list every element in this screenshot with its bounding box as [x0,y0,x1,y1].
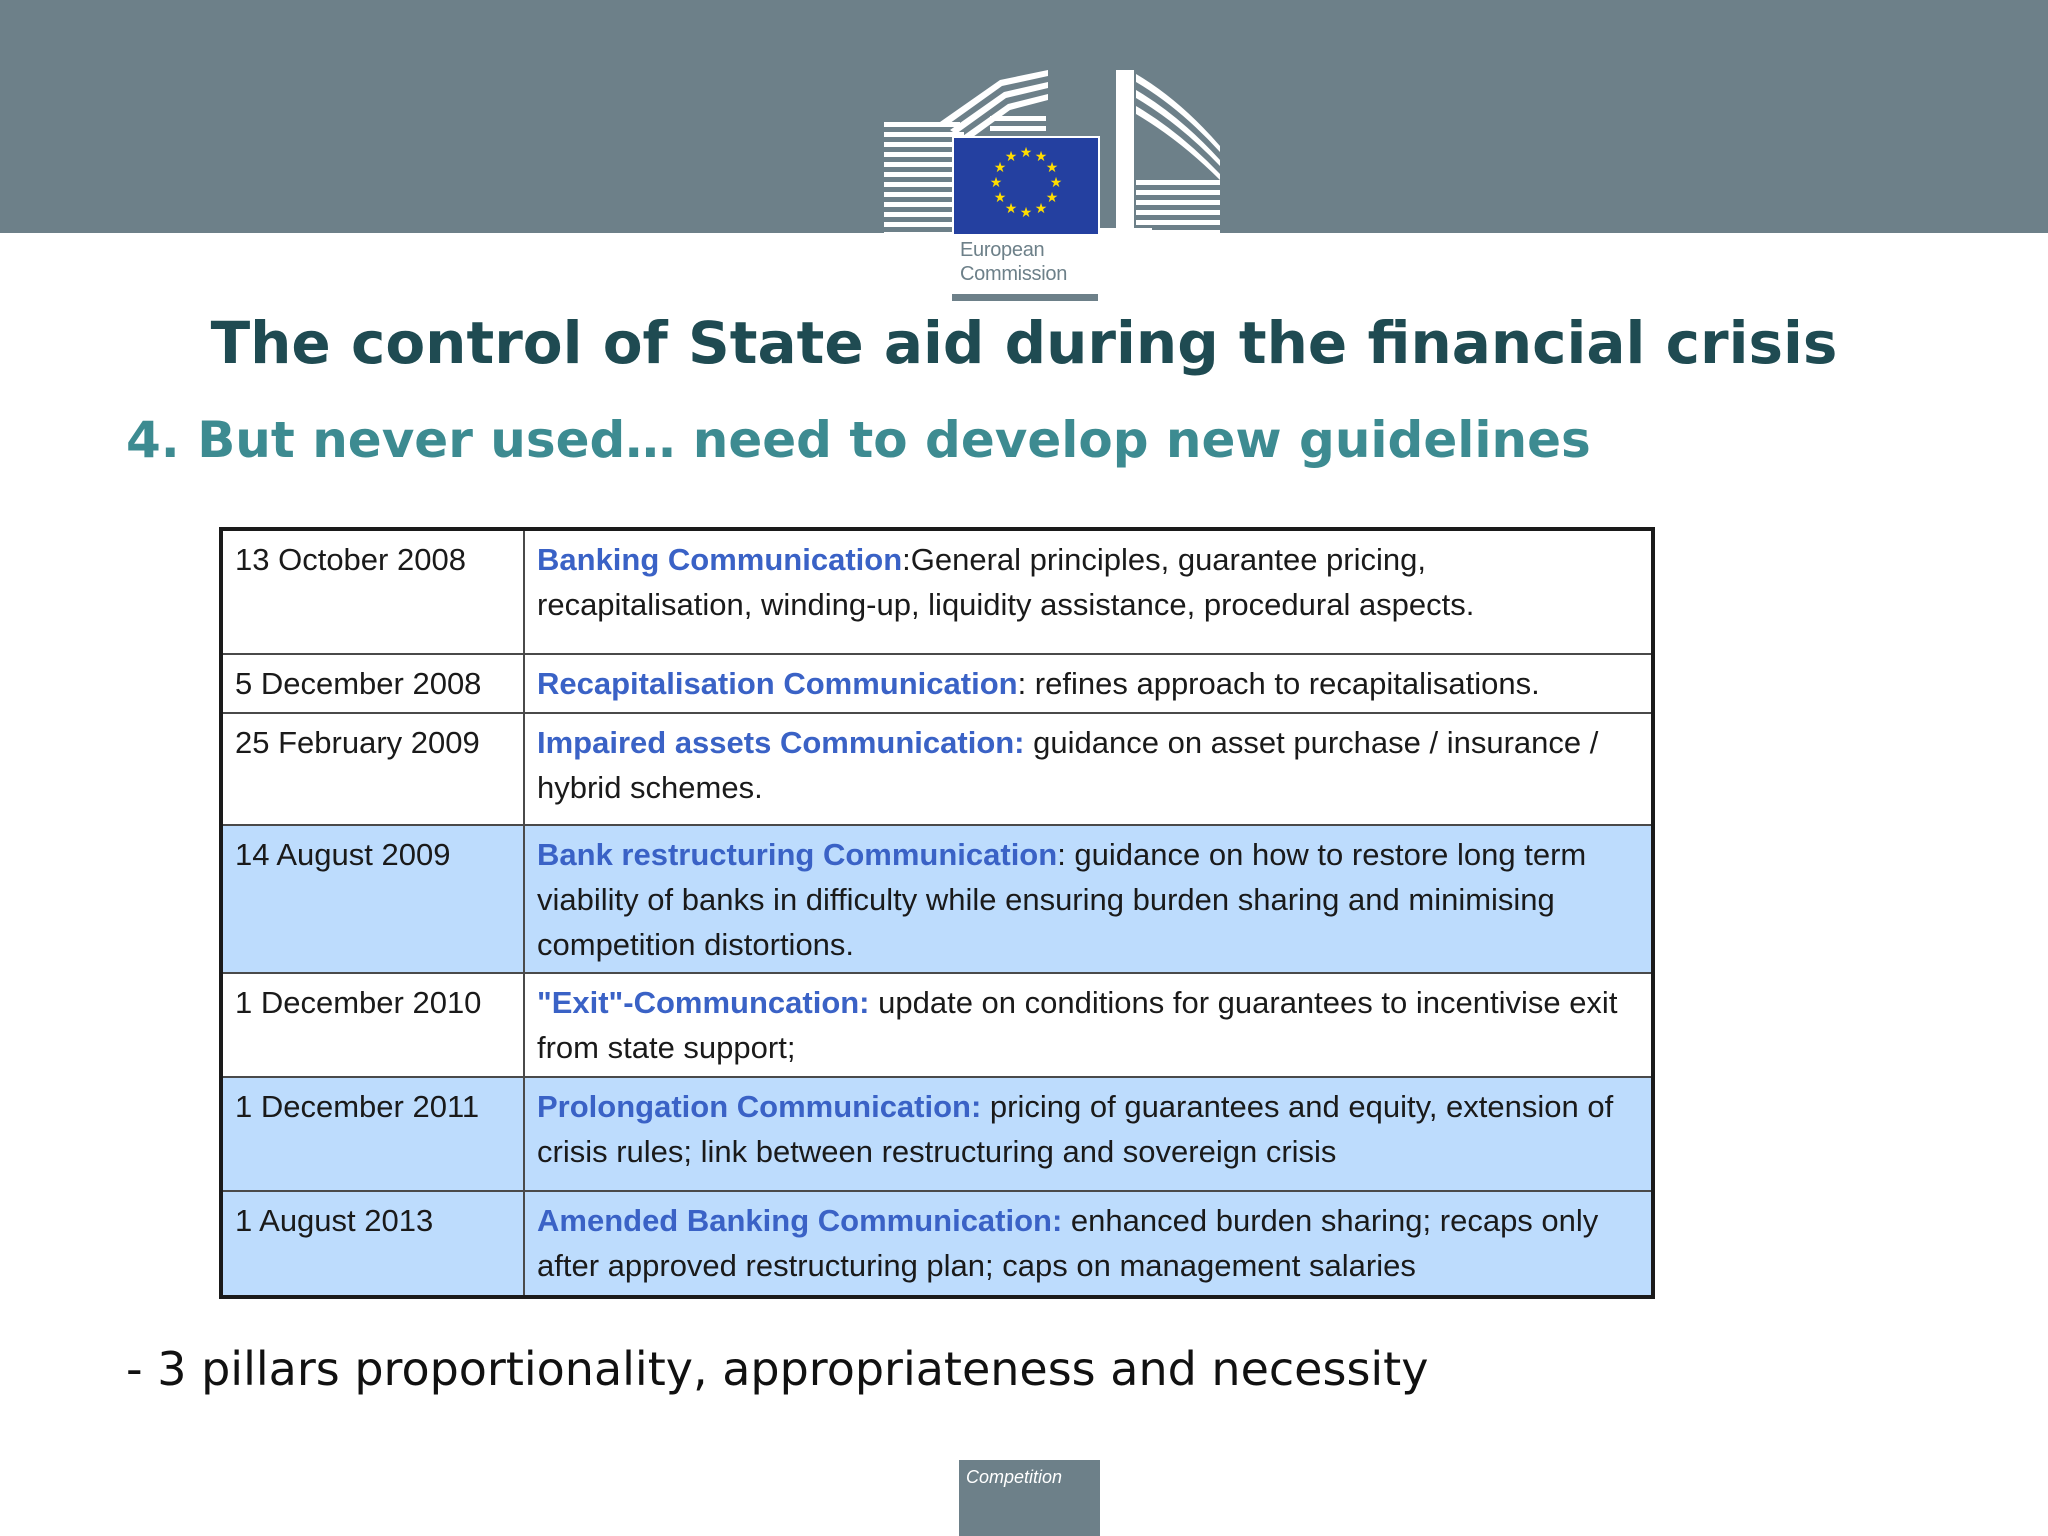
row-date: 14 August 2009 [221,825,524,973]
communication-text: pricing of guarantees and equity, extension of crisis rules; link between restructuring and sovereign crisis [537,1089,1614,1169]
guidelines-table [219,527,1655,1299]
communication-text: :General principles, guarantee pricing, recapitalisation, winding-up, liquidity assistance, procedural aspects. [537,542,1475,622]
table-row [221,654,1653,713]
table-row [221,825,1653,973]
svg-text:★: ★ [1019,145,1033,161]
row-date: 1 August 2013 [221,1191,524,1297]
svg-text:★: ★ [1045,160,1059,176]
logo-line-european: European [960,239,1045,261]
row-date: 25 February 2009 [221,713,524,825]
row-description [524,654,1653,713]
row-date: 5 December 2008 [221,654,524,713]
communication-name: Bank restructuring Communication [537,837,1058,872]
communication-text: : guidance on how to restore long term viability of banks in difficulty while ensuring burden sharing and minimising competition distortions. [537,837,1587,962]
svg-text:★: ★ [1004,201,1018,217]
eu-flag-icon [952,136,1100,236]
row-description [524,1077,1653,1191]
svg-text:★: ★ [993,160,1007,176]
communication-name: Impaired assets Communication: [537,725,1025,760]
row-description [524,825,1653,973]
row-description [524,713,1653,825]
row-date: 13 October 2008 [221,529,524,654]
svg-text:★: ★ [1019,205,1033,221]
table-row [221,713,1653,825]
table-row [221,529,1653,654]
table-row [221,1077,1653,1191]
svg-text:★: ★ [1004,149,1018,165]
bullet-point: - 3 pillars proportionality, appropriateness and necessity [126,1342,1429,1396]
footer-label: Competition [966,1467,1063,1487]
row-date: 1 December 2010 [221,973,524,1077]
communication-name: Amended Banking Communication: [537,1203,1063,1238]
svg-text:★: ★ [1049,175,1063,191]
svg-text:★: ★ [989,175,1003,191]
row-description [524,1191,1653,1297]
svg-text:★: ★ [1045,190,1059,206]
svg-text:★: ★ [993,190,1007,206]
table-row [221,973,1653,1077]
slide-title: The control of State aid during the financial crisis [210,309,1838,377]
slide-subtitle: 4. But never used… need to develop new guidelines [126,411,1591,469]
communication-name: Banking Communication [537,542,903,577]
communication-name: Recapitalisation Communication [537,666,1018,701]
communication-name: Prolongation Communication: [537,1089,982,1124]
row-description [524,973,1653,1077]
logo-line-commission: Commission [960,263,1068,285]
row-description [524,529,1653,654]
svg-text:★: ★ [1034,201,1048,217]
svg-text:★: ★ [1034,149,1048,165]
table-row [221,1191,1653,1297]
communication-text: : refines approach to recapitalisations. [1017,666,1540,701]
communication-text: update on conditions for guarantees to incentivise exit from state support; [537,985,1618,1065]
communication-name: "Exit"-Communcation: [537,985,870,1020]
row-date: 1 December 2011 [221,1077,524,1191]
logo-underline [952,294,1098,301]
communication-text: enhanced burden sharing; recaps only after approved restructuring plan; caps on management salaries [537,1203,1599,1283]
communication-text: guidance on asset purchase / insurance / hybrid schemes. [537,725,1599,805]
logo-wordmark [960,238,1067,286]
